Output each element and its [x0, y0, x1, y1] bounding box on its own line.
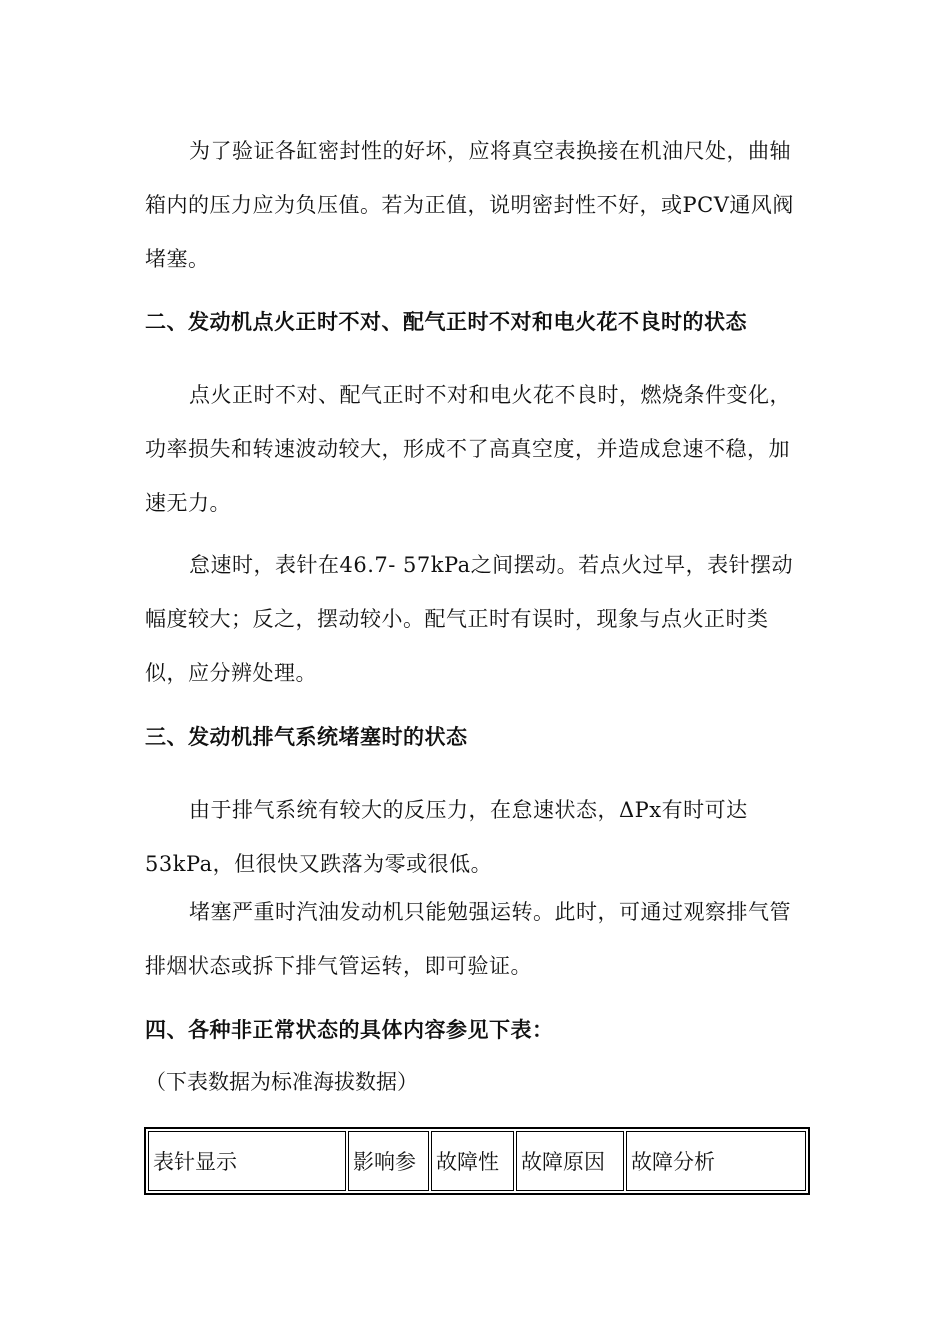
- table-header-cell: 故障性: [431, 1131, 514, 1191]
- section-heading-ignition-timing: 二、发动机点火正时不对、配气正时不对和电火花不良时的状态: [145, 310, 747, 334]
- table-header-cell: 影响参: [348, 1131, 429, 1191]
- fault-table: [144, 1127, 810, 1195]
- paragraph-crankcase-sealing: 为了验证各缸密封性的好坏，应将真空表换接在机油尺处，曲轴箱内的压力应为负压值。若为正值，说明密封性不好，或PCV通风阀堵塞。: [145, 139, 794, 271]
- section-heading-abnormal-table: 四、各种非正常状态的具体内容参见下表：: [145, 1018, 554, 1042]
- paragraph-exhaust-backpressure: 由于排气系统有较大的反压力，在怠速状态，ΔPx有时可达53kPa，但很快又跌落为零或很低。: [145, 798, 748, 876]
- paragraph-idle-needle: 怠速时，表针在46.7- 57kPa之间摆动。若点火过早，表针摆动幅度较大；反之，摆动较小。配气正时有误时，现象与点火正时类似，应分辨处理。: [145, 553, 794, 685]
- table-header-cell: 故障原因: [516, 1131, 624, 1191]
- table-header-row: [148, 1131, 806, 1191]
- paragraph-ignition-effects: 点火正时不对、配气正时不对和电火花不良时，燃烧条件变化，功率损失和转速波动较大，形成不了高真空度，并造成怠速不稳，加速无力。: [145, 383, 791, 515]
- fault-table-container: [144, 1127, 810, 1195]
- table-header-cell: 表针显示: [148, 1131, 346, 1191]
- paragraph-exhaust-severe: 堵塞严重时汽油发动机只能勉强运转。此时，可通过观察排气管排烟状态或拆下排气管运转，即可验证。: [145, 900, 791, 978]
- section-heading-exhaust-blockage: 三、发动机排气系统堵塞时的状态: [145, 725, 468, 749]
- table-note: （下表数据为标准海拔数据）: [145, 1070, 418, 1094]
- table-header-cell: 故障分析: [626, 1131, 806, 1191]
